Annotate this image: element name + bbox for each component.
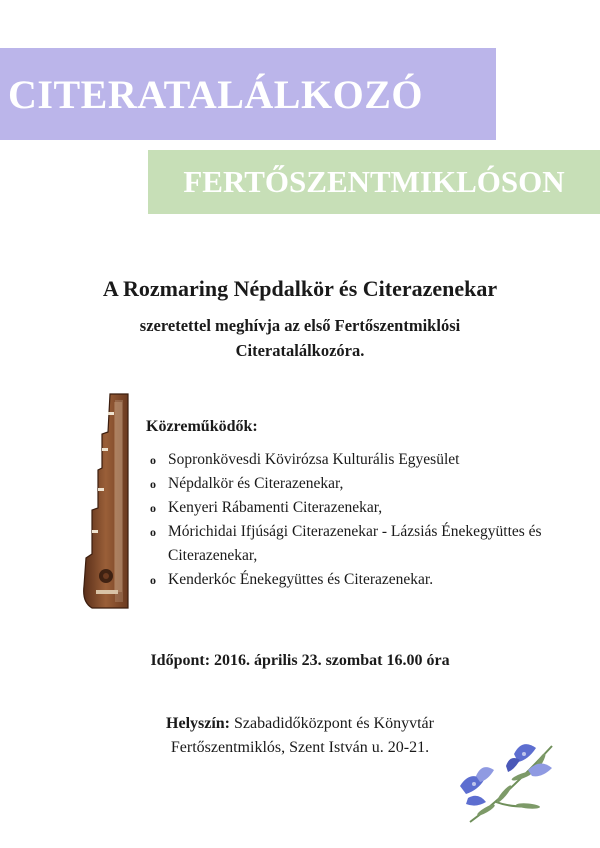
bullet-marker: o [150,573,156,587]
organizer-heading: A Rozmaring Népdalkör és Citerazenekar [102,276,498,301]
page-subtitle: FERTŐSZENTMIKLÓSON [183,164,565,199]
invitation-text [60,313,540,363]
list-item [146,496,576,520]
bullet-marker: o [150,501,156,515]
title-banner [0,48,496,140]
place-address: Fertőszentmiklós, Szent István u. 20-21. [170,739,430,756]
participant-name: Kenyeri Rábamenti Citerazenekar, [168,499,383,516]
list-item [146,568,576,592]
zither-icon [78,390,134,612]
list-item [146,520,576,568]
participant-name: Kenderkóc Énekegyüttes és Citerazenekar. [168,571,434,588]
participant-name: Mórichidai Ifjúsági Citerazenekar - Lázsiás Énekegyüttes és Citerazenekar, [168,523,542,564]
invitation-line-1: szeretettel meghívja az első Fertőszentmiklósi [139,316,461,335]
participants-list [146,448,576,592]
time-value: 2016. április 23. szombat 16.00 óra [214,652,450,669]
place-label: Helyszín: [166,715,231,732]
page-title: CITERATALÁLKOZÓ [8,71,423,117]
bullet-marker: o [150,453,156,467]
invitation-line-2: Citeratalálkozóra. [235,341,365,360]
place-value: Szabadidőközpont és Könyvtár [234,715,434,732]
time-label: Időpont: [150,652,211,669]
rosemary-flower-icon [456,736,560,828]
bullet-marker: o [150,525,156,539]
bullet-marker: o [150,477,156,491]
participant-name: Sopronkövesdi Kövirózsa Kulturális Egyesület [168,451,460,468]
participant-name: Népdalkör és Citerazenekar, [168,475,344,492]
list-item [146,472,576,496]
subtitle-banner [148,150,600,214]
list-item [146,448,576,472]
event-time [0,652,600,670]
participants-heading: Közreműködők: [146,418,258,435]
